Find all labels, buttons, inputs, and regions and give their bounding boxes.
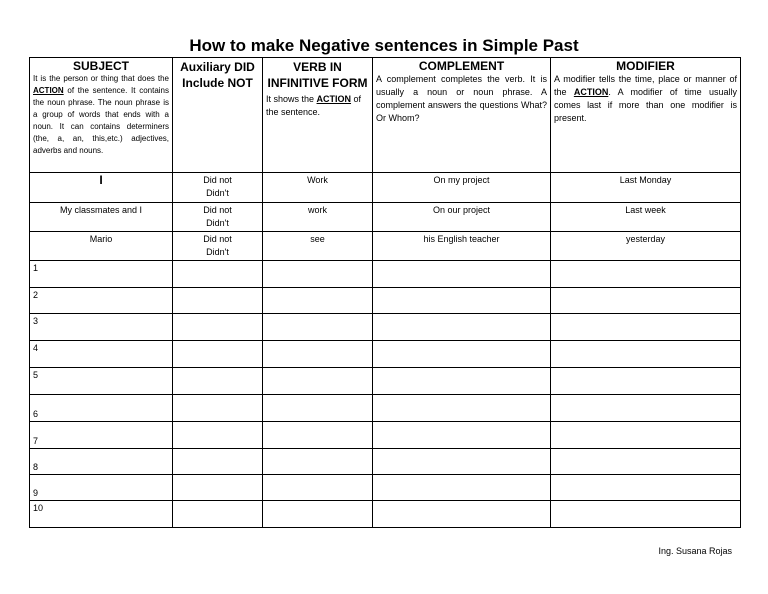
verb-cell[interactable] [263, 368, 373, 395]
aux-cell[interactable] [173, 341, 263, 368]
aux-cell[interactable] [173, 475, 263, 501]
numbered-row [30, 314, 741, 341]
verb-description: It shows the ACTION of the sentence. [266, 94, 362, 117]
example-auxiliary: Did not Didn't [173, 203, 263, 232]
modifier-cell[interactable] [551, 341, 741, 368]
example-modifier: yesterday [551, 232, 741, 261]
verb-cell[interactable] [263, 475, 373, 501]
row-number: 4 [30, 341, 173, 368]
row-number: 9 [30, 475, 173, 501]
complement-description: A complement completes the verb. It is usually a noun or noun phrase. A complement answers the questions What? Or Whom? [376, 74, 547, 123]
complement-cell[interactable] [373, 314, 551, 341]
modifier-header [551, 58, 741, 173]
modifier-cell[interactable] [551, 288, 741, 314]
example-complement: On my project [373, 173, 551, 203]
row-number: 3 [30, 314, 173, 341]
numbered-row [30, 368, 741, 395]
auxiliary-header [173, 58, 263, 173]
aux-cell[interactable] [173, 395, 263, 422]
header-row [30, 58, 741, 173]
example-verb: work [263, 203, 373, 232]
aux-cell[interactable] [173, 501, 263, 528]
verb-cell[interactable] [263, 341, 373, 368]
example-verb: see [263, 232, 373, 261]
example-auxiliary: Did not Didn't [173, 173, 263, 203]
numbered-row [30, 395, 741, 422]
complement-cell[interactable] [373, 422, 551, 449]
example-complement: his English teacher [373, 232, 551, 261]
numbered-row [30, 449, 741, 475]
row-number: 6 [30, 395, 173, 422]
row-number: 2 [30, 288, 173, 314]
page-title: How to make Negative sentences in Simple Past [189, 36, 579, 55]
complement-cell[interactable] [373, 395, 551, 422]
aux-cell[interactable] [173, 368, 263, 395]
modifier-cell[interactable] [551, 449, 741, 475]
aux-cell[interactable] [173, 422, 263, 449]
verb-header [263, 58, 373, 173]
example-subject: Mario [30, 232, 173, 261]
subject-title: SUBJECT [72, 59, 129, 73]
verb-title-line2: INFINITIVE FORM [267, 76, 368, 90]
auxiliary-title-line1: Auxiliary DID [180, 60, 255, 74]
verb-cell[interactable] [263, 261, 373, 288]
numbered-row [30, 422, 741, 449]
example-verb: Work [263, 173, 373, 203]
subject-description: It is the person or thing that does the ACTION of the sentence. It contains the noun phrase. The noun phrase is a group of words that ends with a noun. It can contains determiners (the, a, an, this,etc.) adjectives, adverbs and nouns. [33, 74, 169, 155]
verb-cell[interactable] [263, 422, 373, 449]
example-modifier: Last Monday [551, 173, 741, 203]
modifier-cell[interactable] [551, 261, 741, 288]
verb-cell[interactable] [263, 288, 373, 314]
numbered-row [30, 475, 741, 501]
example-complement: On our project [373, 203, 551, 232]
aux-cell[interactable] [173, 449, 263, 475]
row-number: 7 [30, 422, 173, 449]
example-modifier: Last week [551, 203, 741, 232]
verb-cell[interactable] [263, 501, 373, 528]
example-subject: My classmates and I [30, 203, 173, 232]
row-number: 5 [30, 368, 173, 395]
complement-cell[interactable] [373, 449, 551, 475]
aux-cell[interactable] [173, 288, 263, 314]
modifier-cell[interactable] [551, 422, 741, 449]
example-row [30, 173, 741, 203]
example-subject: I [30, 173, 173, 203]
auxiliary-title-line2: Include NOT [182, 76, 253, 90]
verb-cell[interactable] [263, 314, 373, 341]
modifier-cell[interactable] [551, 368, 741, 395]
row-number: 8 [30, 449, 173, 475]
modifier-cell[interactable] [551, 395, 741, 422]
verb-cell[interactable] [263, 395, 373, 422]
verb-title-line1: VERB IN [293, 60, 342, 74]
complement-cell[interactable] [373, 341, 551, 368]
complement-cell[interactable] [373, 288, 551, 314]
complement-cell[interactable] [373, 261, 551, 288]
numbered-row [30, 501, 741, 528]
aux-cell[interactable] [173, 261, 263, 288]
numbered-row [30, 261, 741, 288]
example-row [30, 203, 741, 232]
row-number: 10 [30, 501, 173, 528]
example-auxiliary: Did not Didn't [173, 232, 263, 261]
modifier-description: A modifier tells the time, place or manner of the ACTION. A modifier of time usually comes last if more than one modifier is present. [554, 74, 738, 123]
numbered-row [30, 341, 741, 368]
example-row [30, 232, 741, 261]
subject-header [30, 58, 173, 173]
worksheet-table [29, 57, 741, 528]
complement-cell[interactable] [373, 475, 551, 501]
complement-cell[interactable] [373, 368, 551, 395]
aux-cell[interactable] [173, 314, 263, 341]
verb-cell[interactable] [263, 449, 373, 475]
complement-cell[interactable] [373, 501, 551, 528]
modifier-cell[interactable] [551, 501, 741, 528]
modifier-cell[interactable] [551, 475, 741, 501]
modifier-cell[interactable] [551, 314, 741, 341]
complement-header [373, 58, 551, 173]
numbered-row [30, 288, 741, 314]
complement-title: COMPLEMENT [418, 59, 505, 73]
row-number: 1 [30, 261, 173, 288]
modifier-title: MODIFIER [616, 59, 675, 73]
author-footer: Ing. Susana Rojas [658, 546, 732, 556]
